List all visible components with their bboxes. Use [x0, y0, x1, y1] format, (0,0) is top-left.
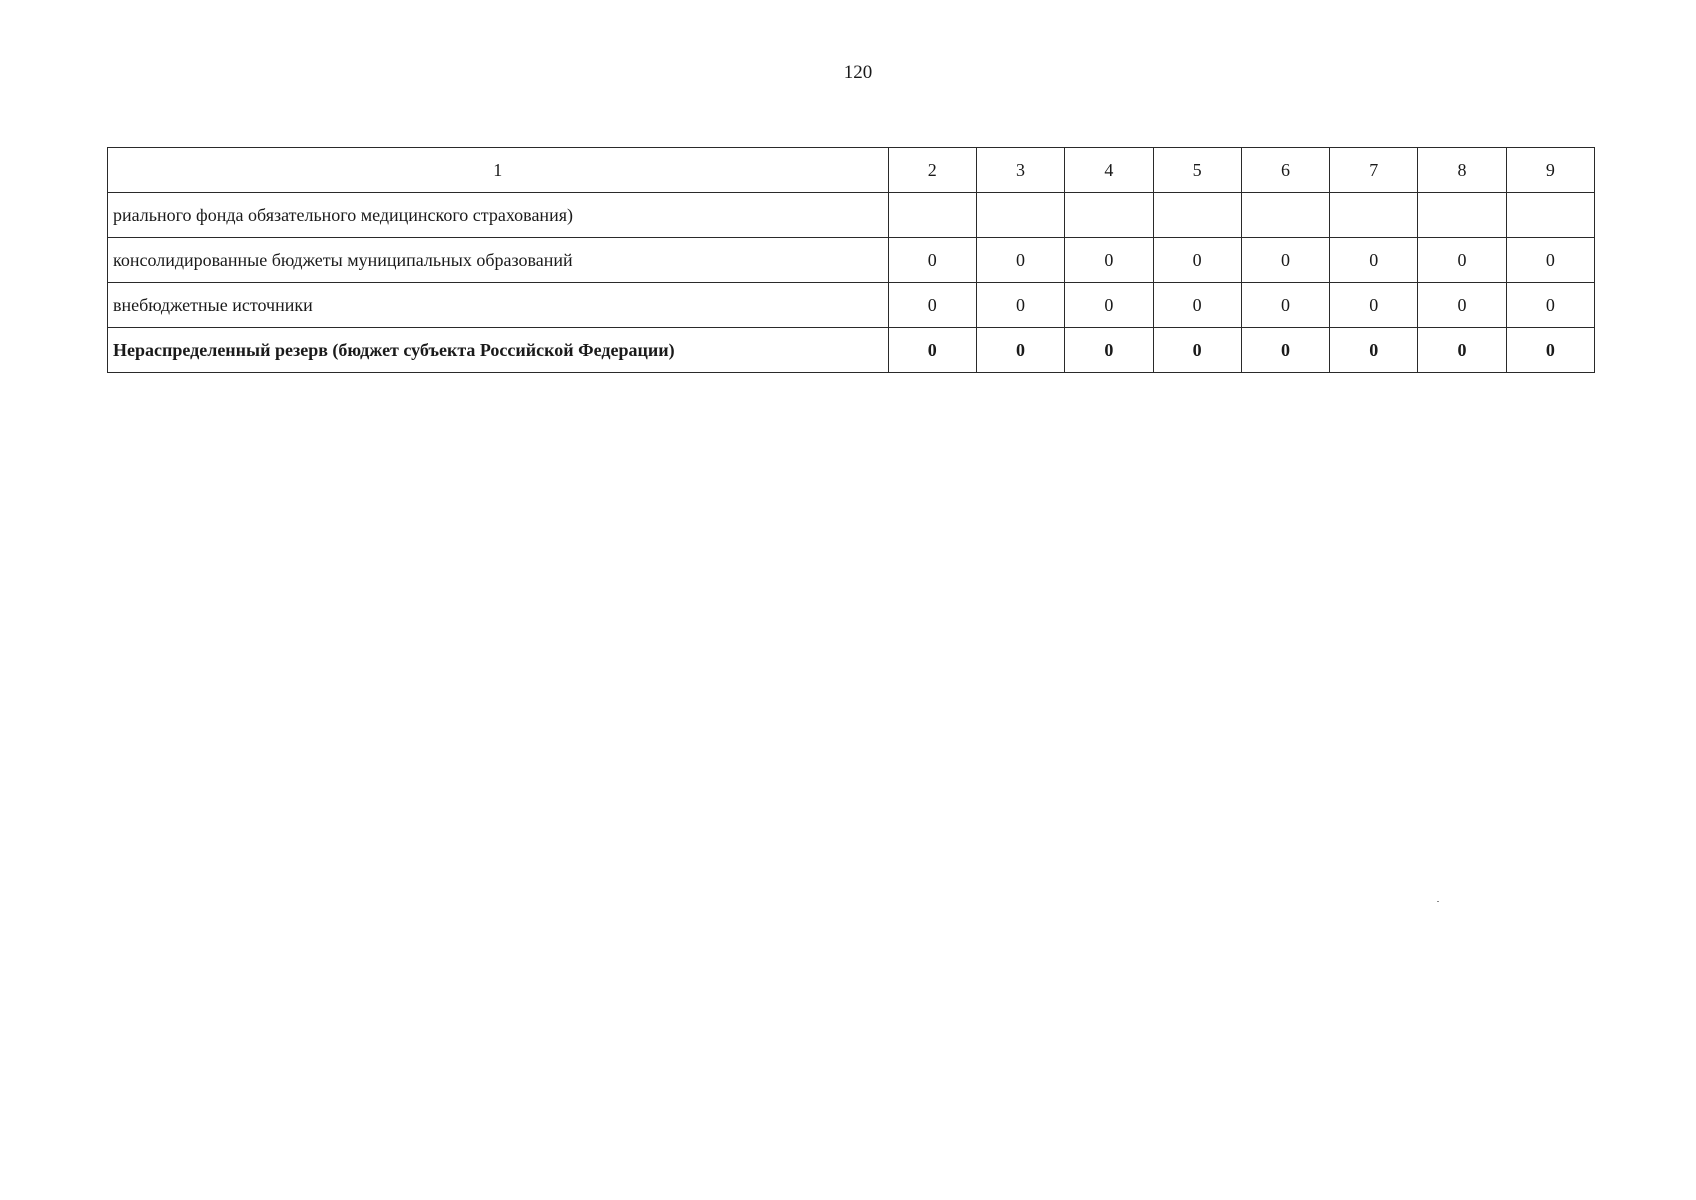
table-cell: 0	[1153, 328, 1241, 373]
table-cell	[1418, 193, 1506, 238]
column-header: 3	[976, 148, 1064, 193]
page-number: 120	[843, 62, 873, 83]
table-cell: 0	[888, 283, 976, 328]
table-cell	[888, 193, 976, 238]
scan-speck	[1437, 901, 1439, 902]
table-cell: 0	[1065, 283, 1153, 328]
table-cell: 0	[1506, 283, 1594, 328]
table-cell: 0	[1418, 238, 1506, 283]
table-row-total	[108, 328, 1595, 373]
table-cell: 0	[1418, 283, 1506, 328]
table-cell: 0	[888, 328, 976, 373]
table-cell: 0	[1506, 238, 1594, 283]
table-cell: 0	[1330, 283, 1418, 328]
table-cell: 0	[1065, 238, 1153, 283]
table-cell	[1330, 193, 1418, 238]
table-row	[108, 283, 1595, 328]
table-cell: 0	[976, 283, 1064, 328]
column-header: 9	[1506, 148, 1594, 193]
table-cell: 0	[1506, 328, 1594, 373]
column-header: 4	[1065, 148, 1153, 193]
table-cell: 0	[1241, 328, 1329, 373]
table-cell	[1506, 193, 1594, 238]
table-cell: 0	[1153, 283, 1241, 328]
table-cell	[1241, 193, 1329, 238]
row-label: Нераспределенный резерв (бюджет субъекта Российской Федерации)	[108, 328, 889, 373]
table-cell: 0	[1153, 238, 1241, 283]
table-row	[108, 238, 1595, 283]
column-header: 5	[1153, 148, 1241, 193]
table-cell: 0	[888, 238, 976, 283]
column-header: 7	[1330, 148, 1418, 193]
column-header: 6	[1241, 148, 1329, 193]
table-cell: 0	[1065, 328, 1153, 373]
table-cell: 0	[1330, 238, 1418, 283]
column-header: 8	[1418, 148, 1506, 193]
column-header: 2	[888, 148, 976, 193]
table-cell	[1065, 193, 1153, 238]
table-cell: 0	[976, 238, 1064, 283]
row-label: внебюджетные источники	[108, 283, 889, 328]
table-cell: 0	[1241, 238, 1329, 283]
table-cell: 0	[1330, 328, 1418, 373]
table-cell: 0	[1241, 283, 1329, 328]
table-cell: 0	[1418, 328, 1506, 373]
table-cell: 0	[976, 328, 1064, 373]
budget-table	[107, 147, 1595, 373]
column-header: 1	[108, 148, 889, 193]
table-header-row	[108, 148, 1595, 193]
table-cell	[976, 193, 1064, 238]
table-cell	[1153, 193, 1241, 238]
table-row	[108, 193, 1595, 238]
row-label: риального фонда обязательного медицинского страхования)	[108, 193, 889, 238]
row-label: консолидированные бюджеты муниципальных образований	[108, 238, 889, 283]
